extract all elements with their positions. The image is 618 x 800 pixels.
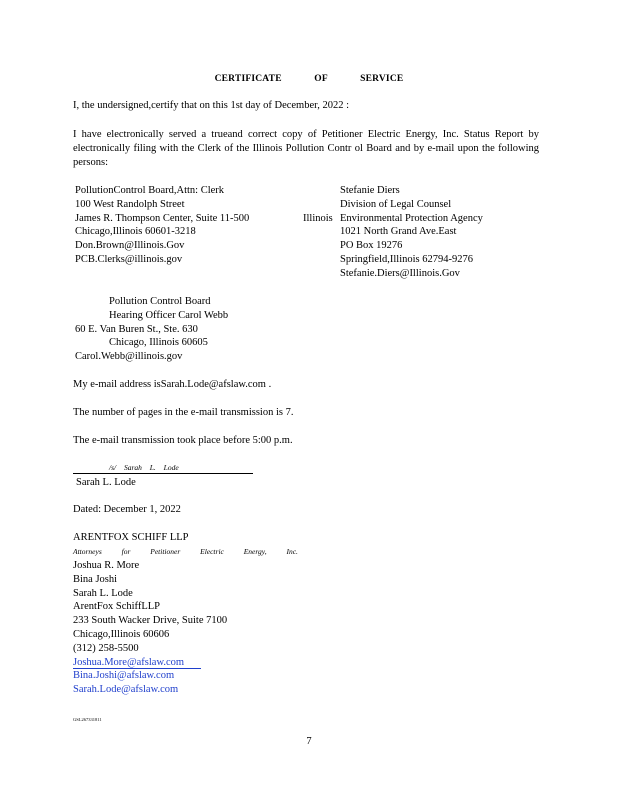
email-address-statement: My e-mail address isSarah.Lode@afslaw.com . (73, 379, 272, 390)
recipient-line: 100 West Randolph Street (75, 198, 185, 210)
recipient-email: Don.Brown@Illinois.Gov (75, 240, 185, 252)
signature-line (73, 473, 253, 474)
service-paragraph: I have electronically served a trueand correct copy of Petitioner Electric Energy, Inc. Status Report by electronically filing with the Clerk of the Illinois Pollution Contr ol Board and by e-mail upon the following persons: (73, 129, 539, 168)
recipient-line: 60 E. Van Buren St., Ste. 630 (75, 323, 198, 335)
recipient-iepa (340, 184, 483, 281)
recipient-email: Carol.Webb@illinois.gov (75, 351, 183, 363)
firm-line: Joshua R. More (73, 560, 140, 571)
recipient-line: 1021 North Grand Ave.East (340, 226, 457, 238)
attorneys-for-line: Attorneys for Petitioner Electric Energy, Inc. (73, 547, 298, 556)
email-underline (73, 668, 201, 669)
dated-line: Dated: December 1, 2022 (73, 504, 181, 515)
firm-name: ARENTFOX SCHIFF LLP (73, 532, 189, 543)
recipient-line: James R. Thompson Center, Suite 11-500 (75, 212, 250, 224)
recipient-line: PO Box 19276 (340, 240, 403, 252)
firm-line: 233 South Wacker Drive, Suite 7100 (73, 615, 228, 627)
recipient-line: Division of Legal Counsel (340, 198, 452, 210)
signer-name: Sarah L. Lode (76, 477, 136, 488)
transmission-time-statement: The e-mail transmission took place before 5:00 p.m. (73, 435, 293, 446)
electronic-signature: /s/ Sarah L. Lode (109, 463, 179, 472)
firm-line: Sarah L. Lode (73, 587, 133, 599)
email-link-sarah-lode[interactable]: Sarah.Lode@afslaw.com (73, 684, 179, 696)
page-number: 7 (306, 736, 312, 747)
recipient-state-word: Illinois (303, 212, 333, 224)
recipient-line: Chicago, Illinois 60605 (109, 337, 208, 349)
firm-line: ArentFox SchiffLLP (73, 601, 161, 613)
recipient-line: PollutionControl Board,Attn: Clerk (75, 185, 225, 196)
firm-line: (312) 258-5500 (73, 642, 139, 654)
recipient-line: Hearing Officer Carol Webb (109, 309, 229, 321)
recipient-hearing-officer (75, 295, 228, 364)
page-count-statement: The number of pages in the e-mail transmission is 7. (73, 407, 294, 418)
recipient-line: Pollution Control Board (109, 296, 211, 307)
recipient-email: PCB.Clerks@illinois.gov (75, 253, 183, 265)
recipient-line: Springfield,Illinois 62794-9276 (340, 253, 473, 265)
recipient-email: Stefanie.Diers@Illinois.Gov (340, 267, 460, 279)
email-link-joshua-more[interactable]: Joshua.More@afslaw.com (73, 656, 185, 668)
firm-line: Bina Joshi (73, 573, 118, 585)
firm-address-block (73, 559, 227, 697)
recipient-line: Environmental Protection Agency (340, 212, 483, 224)
certificate-title: CERTIFICATE OF SERVICE (214, 74, 404, 84)
recipient-pcb-clerk (75, 184, 249, 267)
email-link-bina-joshi[interactable]: Bina.Joshi@afslaw.com (73, 670, 175, 682)
intro-paragraph: I, the undersigned,certify that on this 1st day of December, 2022 : (73, 100, 350, 111)
recipient-line: Stefanie Diers (340, 185, 400, 196)
recipient-line: Chicago,Illinois 60601-3218 (75, 226, 196, 238)
document-id: GSL267331811 (73, 717, 102, 722)
firm-line: Chicago,Illinois 60606 (73, 628, 170, 640)
